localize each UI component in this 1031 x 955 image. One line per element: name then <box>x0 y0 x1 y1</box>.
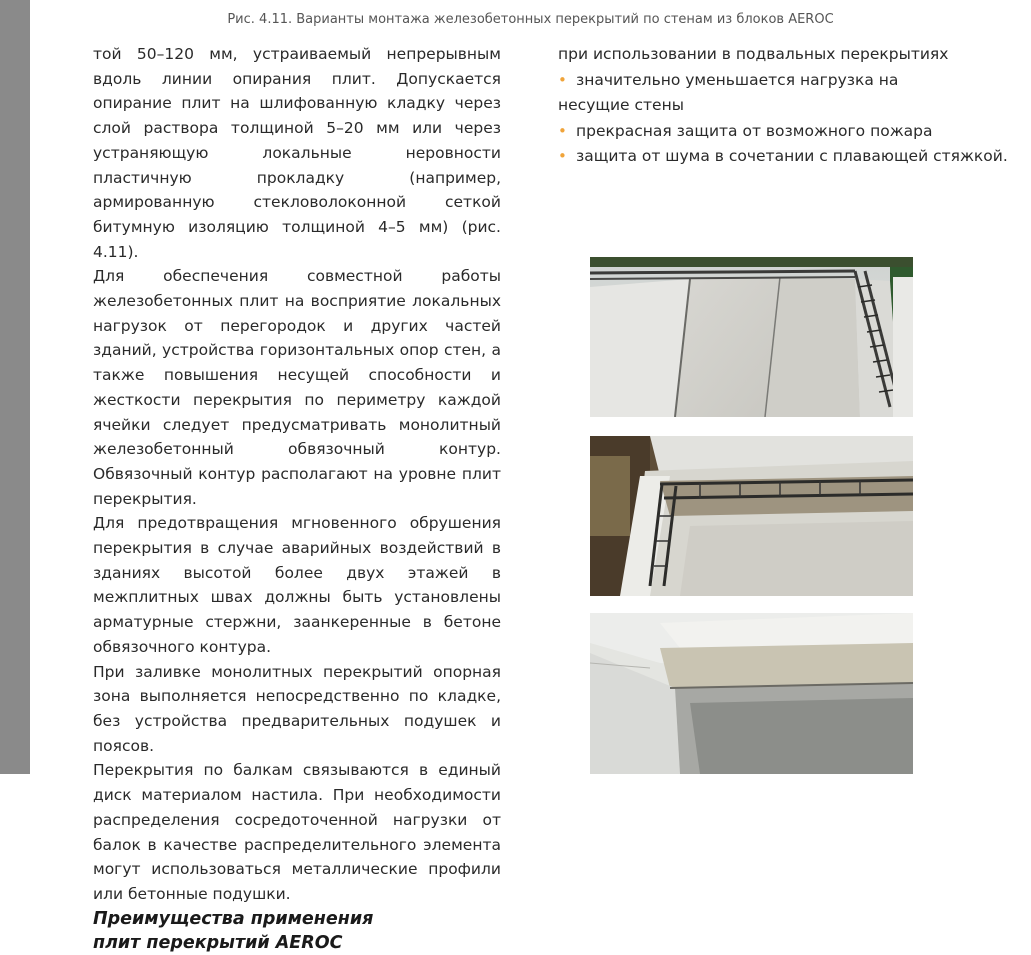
bullet-text-1: значительно уменьшается нагрузка на <box>576 70 899 89</box>
right-intro-line: при использовании в подвальных перекрытиях <box>558 45 949 63</box>
section-heading-line-2: плит перекрытий AEROC <box>93 932 343 953</box>
bullet-text-2: прекрасная защита от возможного пожара <box>576 121 933 140</box>
bullet-dot-icon: • <box>558 70 567 89</box>
bullet-item-1-continuation: несущие стены <box>558 96 684 114</box>
right-text-column <box>558 42 1008 170</box>
bullet-item-1 <box>558 68 978 94</box>
paragraph-1: той 50–120 мм, устраиваемый непрерывным вдоль линии опирания плит. Допускается опирание плит на шлифованную кладку через слой раствора толщиной 5–20 мм или через устраняющую локальные неровности пластичную прокладку (например, армированную стекловолоконной сеткой битумную изоляцию толщиной 4–5 мм) (рис. 4.11). <box>93 45 501 261</box>
section-heading-line-1: Преимущества применения <box>93 908 374 929</box>
bullet-item-2 <box>558 119 978 145</box>
paragraph-4: При заливке монолитных перекрытий опорная зона выполняется непосредственно по кладке, без устройства предварительных подушек и поясов. <box>93 662 501 755</box>
bullet-text-3: защита от шума в сочетании с плавающей стяжкой. <box>576 147 1008 165</box>
photo-slab-edge-closeup <box>590 613 913 774</box>
paragraph-5: Перекрытия по балкам связываются в единый диск материалом настила. При необходимости распределения сосредоточенной нагрузки от балок в качестве распределительного элемента могут использоваться металлические профили или бетонные подушки. <box>93 761 501 903</box>
figure-caption: Рис. 4.11. Варианты монтажа железобетонных перекрытий по стенам из блоков AEROC <box>227 12 834 27</box>
page-side-bar <box>0 0 30 774</box>
photo-slab-installation-top <box>590 257 913 417</box>
left-text-column <box>93 42 501 955</box>
photo-slab-reinforcement-corner <box>590 436 913 596</box>
bullet-item-3 <box>558 144 1008 170</box>
paragraph-3: Для предотвращения мгновенного обрушения перекрытия в случае аварийных воздействий в зданиях высотой более двух этажей в межплитных швах должны быть установлены арматурные стержни, заанкеренные в бетоне обвязочного контура. <box>93 514 501 656</box>
paragraph-2: Для обеспечения совместной работы железобетонных плит на восприятие локальных нагрузок от перегородок и других частей зданий, устройства горизонтальных опор стен, а также повышения несущей способности и жесткости перекрытия по периметру каждой ячейки следует предусматривать монолитный железобетонный обвязочный контур. Обвязочный контур располагают на уровне плит перекрытия. <box>93 267 501 508</box>
bullet-dot-icon: • <box>558 121 567 140</box>
bullet-dot-icon: • <box>558 147 567 165</box>
